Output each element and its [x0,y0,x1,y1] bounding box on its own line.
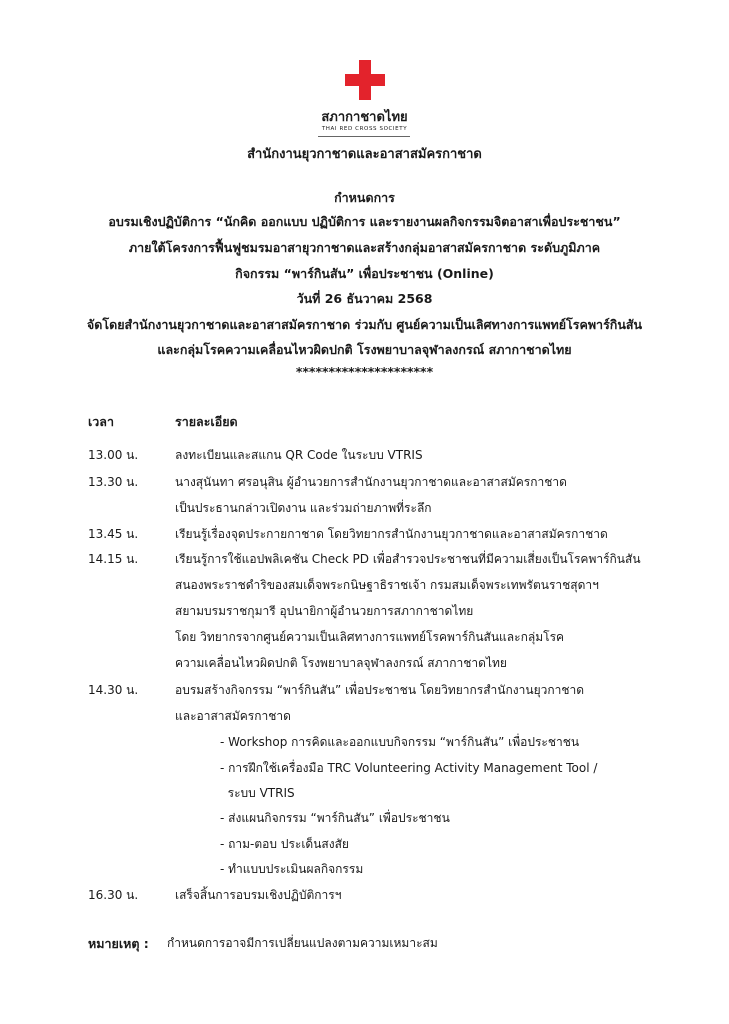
note-text: กำหนดการอาจมีการเปลี่ยนแปลงตามความเหมาะสม [167,936,438,950]
org-name-thai: สภากาชาดไทย [321,110,408,125]
logo-divider [318,136,410,137]
sub-item: ระบบ VTRIS [220,786,295,800]
sub-item: - ส่งแผนกิจกรรม “พาร์กินสัน” เพื่อประชาชน [220,811,450,825]
schedule-detail: สนองพระราชดำริของสมเด็จพระกนิษฐาธิราชเจ้า กรมสมเด็จพระเทพรัตนราชสุดาฯ [175,578,599,592]
schedule-detail: เป็นประธานกล่าวเปิดงาน และร่วมถ่ายภาพที่ระลึก [175,501,432,515]
separator: ********************* [295,364,434,379]
sub-item: - Workshop การคิดและออกแบบกิจกรรม “พาร์กินสัน” เพื่อประชาชน [220,735,580,749]
title-line-2: ภายใต้โครงการฟื้นฟูชมรมอาสายุวกาชาดและสร้างกลุ่มอาสาสมัครกาชาด ระดับภูมิภาค [128,240,601,255]
schedule-detail: ลงทะเบียนและสแกน QR Code ในระบบ VTRIS [175,448,423,462]
schedule-detail: โดย วิทยากรจากศูนย์ความเป็นเลิศทางการแพทย์โรคพาร์กินสันและกลุ่มโรค [175,630,565,644]
schedule-time: 13.00 น. [88,448,139,462]
schedule-detail: เรียนรู้เรื่องจุดประกายกาชาด โดยวิทยากรสำนักงานยุวกาชาดและอาสาสมัครกาชาด [175,527,608,541]
sub-item: - การฝึกใช้เครื่องมือ TRC Volunteering Activity Management Tool / [220,761,598,775]
column-header-detail: รายละเอียด [175,414,238,429]
schedule-detail: เรียนรู้การใช้แอปพลิเคชัน Check PD เพื่อสำรวจประชาชนที่มีความเสี่ยงเป็นโรคพาร์กินสัน [175,552,641,566]
title-line-3: กิจกรรม “พาร์กินสัน” เพื่อประชาชน (Online) [235,266,494,281]
schedule-detail: สยามบรมราชกุมารี อุปนายิกาผู้อำนวยการสภากาชาดไทย [175,604,474,618]
schedule-time: 14.15 น. [88,552,139,566]
schedule-time: 13.45 น. [88,527,139,541]
schedule-detail: อบรมสร้างกิจกรรม “พาร์กินสัน” เพื่อประชาชน โดยวิทยากรสำนักงานยุวกาชาด [175,683,585,697]
schedule-detail: นางสุนันทา ศรอนุสิน ผู้อำนวยการสำนักงานยุวกาชาดและอาสาสมัครกาชาด [175,475,567,489]
schedule-time: 14.30 น. [88,683,139,697]
red-cross-logo-icon [345,60,385,100]
note-label: หมายเหตุ : [88,936,149,951]
department-name: สำนักงานยุวกาชาดและอาสาสมัครกาชาด [247,147,482,162]
event-date: วันที่ 26 ธันวาคม 2568 [296,291,433,306]
org-name-english: THAI RED CROSS SOCIETY [321,126,408,132]
document-title: กำหนดการ [334,190,395,205]
schedule-time: 16.30 น. [88,888,139,902]
schedule-time: 13.30 น. [88,475,139,489]
organizer-line-2: และกลุ่มโรคความเคลื่อนไหวผิดปกติ โรงพยาบาลจุฬาลงกรณ์ สภากาชาดไทย [157,342,572,357]
column-header-time: เวลา [88,414,114,429]
sub-item: - ถาม-ตอบ ประเด็นสงสัย [220,837,349,851]
schedule-detail: เสร็จสิ้นการอบรมเชิงปฏิบัติการฯ [175,888,342,902]
sub-item: - ทำแบบประเมินผลกิจกรรม [220,862,364,876]
organizer-line-1: จัดโดยสำนักงานยุวกาชาดและอาสาสมัครกาชาด ร่วมกับ ศูนย์ความเป็นเลิศทางการแพทย์โรคพาร์กินสัน [86,317,643,332]
schedule-detail: และอาสาสมัครกาชาด [175,709,291,723]
schedule-detail: ความเคลื่อนไหวผิดปกติ โรงพยาบาลจุฬาลงกรณ์ สภากาชาดไทย [175,656,507,670]
title-line-1: อบรมเชิงปฏิบัติการ “นักคิด ออกแบบ ปฏิบัติการ และรายงานผลกิจกรรมจิตอาสาเพื่อประชาชน” [108,214,621,229]
